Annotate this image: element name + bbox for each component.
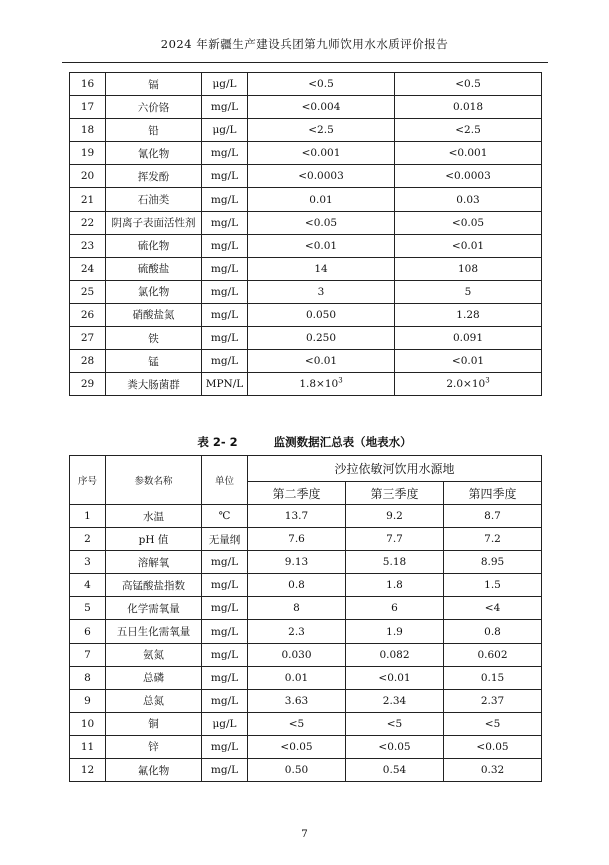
header-q2: 第二季度 bbox=[248, 482, 346, 505]
cell-q2: <5 bbox=[248, 712, 346, 735]
cell-unit: mg/L bbox=[202, 759, 248, 782]
cell-name: 五日生化需氧量 bbox=[106, 620, 202, 643]
table-row bbox=[70, 303, 542, 326]
cell-unit: mg/L bbox=[202, 689, 248, 712]
cell-value-2: <0.01 bbox=[395, 234, 542, 257]
cell-q4: 0.8 bbox=[444, 620, 542, 643]
cell-q4: 8.95 bbox=[444, 551, 542, 574]
table-row bbox=[70, 666, 542, 689]
value-base: 1.8×10 bbox=[299, 378, 339, 391]
table-caption-label: 表 2- 2 bbox=[197, 435, 238, 449]
cell-name: 粪大肠菌群 bbox=[106, 373, 202, 396]
cell-q2: 3.63 bbox=[248, 689, 346, 712]
cell-unit: mg/L bbox=[202, 234, 248, 257]
cell-name: 化学需氧量 bbox=[106, 597, 202, 620]
cell-unit: mg/L bbox=[202, 303, 248, 326]
cell-name: 石油类 bbox=[106, 188, 202, 211]
cell-q2: 7.6 bbox=[248, 528, 346, 551]
value-exponent: 3 bbox=[485, 376, 490, 385]
cell-name: 铅 bbox=[106, 119, 202, 142]
cell-no: 8 bbox=[70, 666, 106, 689]
cell-unit: 无量纲 bbox=[202, 528, 248, 551]
cell-no: 4 bbox=[70, 574, 106, 597]
cell-name: 氰化物 bbox=[106, 142, 202, 165]
cell-no: 17 bbox=[70, 96, 106, 119]
cell-q3: 0.54 bbox=[346, 759, 444, 782]
table-row bbox=[70, 188, 542, 211]
cell-name: 氟化物 bbox=[106, 759, 202, 782]
table-row bbox=[70, 689, 542, 712]
table-row bbox=[70, 759, 542, 782]
cell-no: 18 bbox=[70, 119, 106, 142]
cell-unit: mg/L bbox=[202, 551, 248, 574]
table1-body bbox=[70, 73, 542, 396]
cell-q4: 0.602 bbox=[444, 643, 542, 666]
cell-no: 5 bbox=[70, 597, 106, 620]
cell-value-1: 0.050 bbox=[248, 303, 395, 326]
cell-q3: <0.01 bbox=[346, 666, 444, 689]
cell-q4: <5 bbox=[444, 712, 542, 735]
monitoring-table-continued bbox=[69, 72, 542, 396]
cell-unit: mg/L bbox=[202, 666, 248, 689]
cell-q2: <0.05 bbox=[248, 735, 346, 758]
cell-value-1: <0.001 bbox=[248, 142, 395, 165]
cell-unit: mg/L bbox=[202, 620, 248, 643]
cell-q4: <0.05 bbox=[444, 735, 542, 758]
cell-no: 24 bbox=[70, 257, 106, 280]
table-caption-title: 监测数据汇总表（地表水） bbox=[273, 435, 412, 449]
table-row bbox=[70, 142, 542, 165]
cell-unit: μg/L bbox=[202, 119, 248, 142]
cell-q3: 2.34 bbox=[346, 689, 444, 712]
table-row bbox=[70, 528, 542, 551]
cell-q4: 7.2 bbox=[444, 528, 542, 551]
cell-q3: 7.7 bbox=[346, 528, 444, 551]
table-row bbox=[70, 620, 542, 643]
cell-no: 6 bbox=[70, 620, 106, 643]
cell-name: 阴离子表面活性剂 bbox=[106, 211, 202, 234]
cell-name: 溶解氧 bbox=[106, 551, 202, 574]
cell-no: 10 bbox=[70, 712, 106, 735]
cell-unit: mg/L bbox=[202, 735, 248, 758]
cell-q3: 1.9 bbox=[346, 620, 444, 643]
cell-value-1: <0.01 bbox=[248, 350, 395, 373]
surface-water-summary-table bbox=[69, 455, 542, 782]
table-row bbox=[70, 505, 542, 528]
cell-no: 28 bbox=[70, 350, 106, 373]
cell-q3: 6 bbox=[346, 597, 444, 620]
cell-value-1: 3 bbox=[248, 280, 395, 303]
table-row bbox=[70, 712, 542, 735]
cell-name: 铁 bbox=[106, 327, 202, 350]
cell-unit: mg/L bbox=[202, 574, 248, 597]
cell-unit: mg/L bbox=[202, 350, 248, 373]
cell-value-1: <0.5 bbox=[248, 73, 395, 96]
cell-name: 镉 bbox=[106, 73, 202, 96]
cell-q2: 0.8 bbox=[248, 574, 346, 597]
cell-name: 锰 bbox=[106, 350, 202, 373]
cell-name: 高锰酸盐指数 bbox=[106, 574, 202, 597]
cell-value-1: <0.004 bbox=[248, 96, 395, 119]
cell-unit: mg/L bbox=[202, 211, 248, 234]
table-row bbox=[70, 119, 542, 142]
cell-value-2: <0.0003 bbox=[395, 165, 542, 188]
cell-name: 硝酸盐氮 bbox=[106, 303, 202, 326]
cell-name: 水温 bbox=[106, 505, 202, 528]
cell-q2: 2.3 bbox=[248, 620, 346, 643]
cell-no: 19 bbox=[70, 142, 106, 165]
cell-q3: 9.2 bbox=[346, 505, 444, 528]
cell-q2: 9.13 bbox=[248, 551, 346, 574]
cell-unit: μg/L bbox=[202, 712, 248, 735]
cell-no: 16 bbox=[70, 73, 106, 96]
cell-no: 29 bbox=[70, 373, 106, 396]
cell-unit: MPN/L bbox=[202, 373, 248, 396]
cell-name: 六价铬 bbox=[106, 96, 202, 119]
cell-unit: mg/L bbox=[202, 643, 248, 666]
cell-unit: mg/L bbox=[202, 96, 248, 119]
cell-q4: 0.32 bbox=[444, 759, 542, 782]
cell-unit: mg/L bbox=[202, 257, 248, 280]
cell-name: 氨氮 bbox=[106, 643, 202, 666]
cell-q3: 0.082 bbox=[346, 643, 444, 666]
header-no: 序号 bbox=[70, 456, 106, 505]
header-q4: 第四季度 bbox=[444, 482, 542, 505]
cell-q2: 8 bbox=[248, 597, 346, 620]
cell-no: 20 bbox=[70, 165, 106, 188]
header-unit: 单位 bbox=[202, 456, 248, 505]
cell-unit: ℃ bbox=[202, 505, 248, 528]
cell-unit: mg/L bbox=[202, 165, 248, 188]
cell-q4: 0.15 bbox=[444, 666, 542, 689]
cell-name: 总磷 bbox=[106, 666, 202, 689]
cell-no: 22 bbox=[70, 211, 106, 234]
cell-q2: 0.50 bbox=[248, 759, 346, 782]
table-row bbox=[70, 597, 542, 620]
header-q3: 第三季度 bbox=[346, 482, 444, 505]
page-number: 7 bbox=[301, 828, 308, 840]
cell-value-1: <0.0003 bbox=[248, 165, 395, 188]
table-row bbox=[70, 257, 542, 280]
cell-name: 挥发酚 bbox=[106, 165, 202, 188]
cell-name: pH 值 bbox=[106, 528, 202, 551]
value-exponent: 3 bbox=[338, 376, 343, 385]
cell-q4: 8.7 bbox=[444, 505, 542, 528]
cell-value-2: <2.5 bbox=[395, 119, 542, 142]
cell-q3: <0.05 bbox=[346, 735, 444, 758]
table-row bbox=[70, 643, 542, 666]
cell-name: 氯化物 bbox=[106, 280, 202, 303]
cell-value-1: <0.05 bbox=[248, 211, 395, 234]
cell-value-1: 0.250 bbox=[248, 327, 395, 350]
header-name: 参数名称 bbox=[106, 456, 202, 505]
cell-value-2: <0.5 bbox=[395, 73, 542, 96]
cell-value-2: 0.018 bbox=[395, 96, 542, 119]
table2-body bbox=[70, 505, 542, 782]
cell-q4: 1.5 bbox=[444, 574, 542, 597]
cell-q4: <4 bbox=[444, 597, 542, 620]
table-row bbox=[70, 73, 542, 96]
cell-name: 铜 bbox=[106, 712, 202, 735]
table-row bbox=[70, 350, 542, 373]
cell-no: 9 bbox=[70, 689, 106, 712]
cell-q2: 0.030 bbox=[248, 643, 346, 666]
cell-unit: mg/L bbox=[202, 142, 248, 165]
cell-value-2: 0.091 bbox=[395, 327, 542, 350]
cell-no: 26 bbox=[70, 303, 106, 326]
cell-q4: 2.37 bbox=[444, 689, 542, 712]
cell-no: 11 bbox=[70, 735, 106, 758]
cell-no: 25 bbox=[70, 280, 106, 303]
table-row bbox=[70, 165, 542, 188]
table-row bbox=[70, 211, 542, 234]
cell-q3: 1.8 bbox=[346, 574, 444, 597]
cell-q3: <5 bbox=[346, 712, 444, 735]
cell-value-1: <2.5 bbox=[248, 119, 395, 142]
cell-q2: 0.01 bbox=[248, 666, 346, 689]
cell-name: 硫酸盐 bbox=[106, 257, 202, 280]
cell-value-1: <0.01 bbox=[248, 234, 395, 257]
table-row bbox=[70, 327, 542, 350]
cell-no: 1 bbox=[70, 505, 106, 528]
cell-no: 7 bbox=[70, 643, 106, 666]
cell-no: 2 bbox=[70, 528, 106, 551]
cell-value-2: <0.05 bbox=[395, 211, 542, 234]
cell-no: 23 bbox=[70, 234, 106, 257]
cell-value-2 bbox=[395, 373, 542, 396]
table-row bbox=[70, 373, 542, 396]
cell-unit: mg/L bbox=[202, 188, 248, 211]
cell-unit: mg/L bbox=[202, 280, 248, 303]
table-row bbox=[70, 234, 542, 257]
table-row bbox=[70, 280, 542, 303]
cell-no: 27 bbox=[70, 327, 106, 350]
header-source: 沙拉依敏河饮用水源地 bbox=[248, 456, 542, 482]
cell-value-1: 0.01 bbox=[248, 188, 395, 211]
cell-no: 21 bbox=[70, 188, 106, 211]
header-divider bbox=[62, 62, 548, 63]
cell-value-2: 5 bbox=[395, 280, 542, 303]
cell-value-1 bbox=[248, 373, 395, 396]
cell-value-1: 14 bbox=[248, 257, 395, 280]
cell-value-2: 1.28 bbox=[395, 303, 542, 326]
table-row bbox=[70, 551, 542, 574]
cell-value-2: <0.01 bbox=[395, 350, 542, 373]
table-row bbox=[70, 96, 542, 119]
cell-unit: mg/L bbox=[202, 327, 248, 350]
value-base: 2.0×10 bbox=[446, 378, 486, 391]
table-row bbox=[70, 735, 542, 758]
table-caption bbox=[0, 434, 609, 450]
cell-unit: μg/L bbox=[202, 73, 248, 96]
page-header: 2024 年新疆生产建设兵团第九师饮用水水质评价报告 bbox=[160, 37, 449, 51]
cell-unit: mg/L bbox=[202, 597, 248, 620]
cell-value-2: 108 bbox=[395, 257, 542, 280]
cell-name: 锌 bbox=[106, 735, 202, 758]
cell-no: 12 bbox=[70, 759, 106, 782]
cell-value-2: <0.001 bbox=[395, 142, 542, 165]
cell-value-2: 0.03 bbox=[395, 188, 542, 211]
cell-name: 总氮 bbox=[106, 689, 202, 712]
cell-name: 硫化物 bbox=[106, 234, 202, 257]
table-row bbox=[70, 574, 542, 597]
cell-q2: 13.7 bbox=[248, 505, 346, 528]
cell-q3: 5.18 bbox=[346, 551, 444, 574]
cell-no: 3 bbox=[70, 551, 106, 574]
